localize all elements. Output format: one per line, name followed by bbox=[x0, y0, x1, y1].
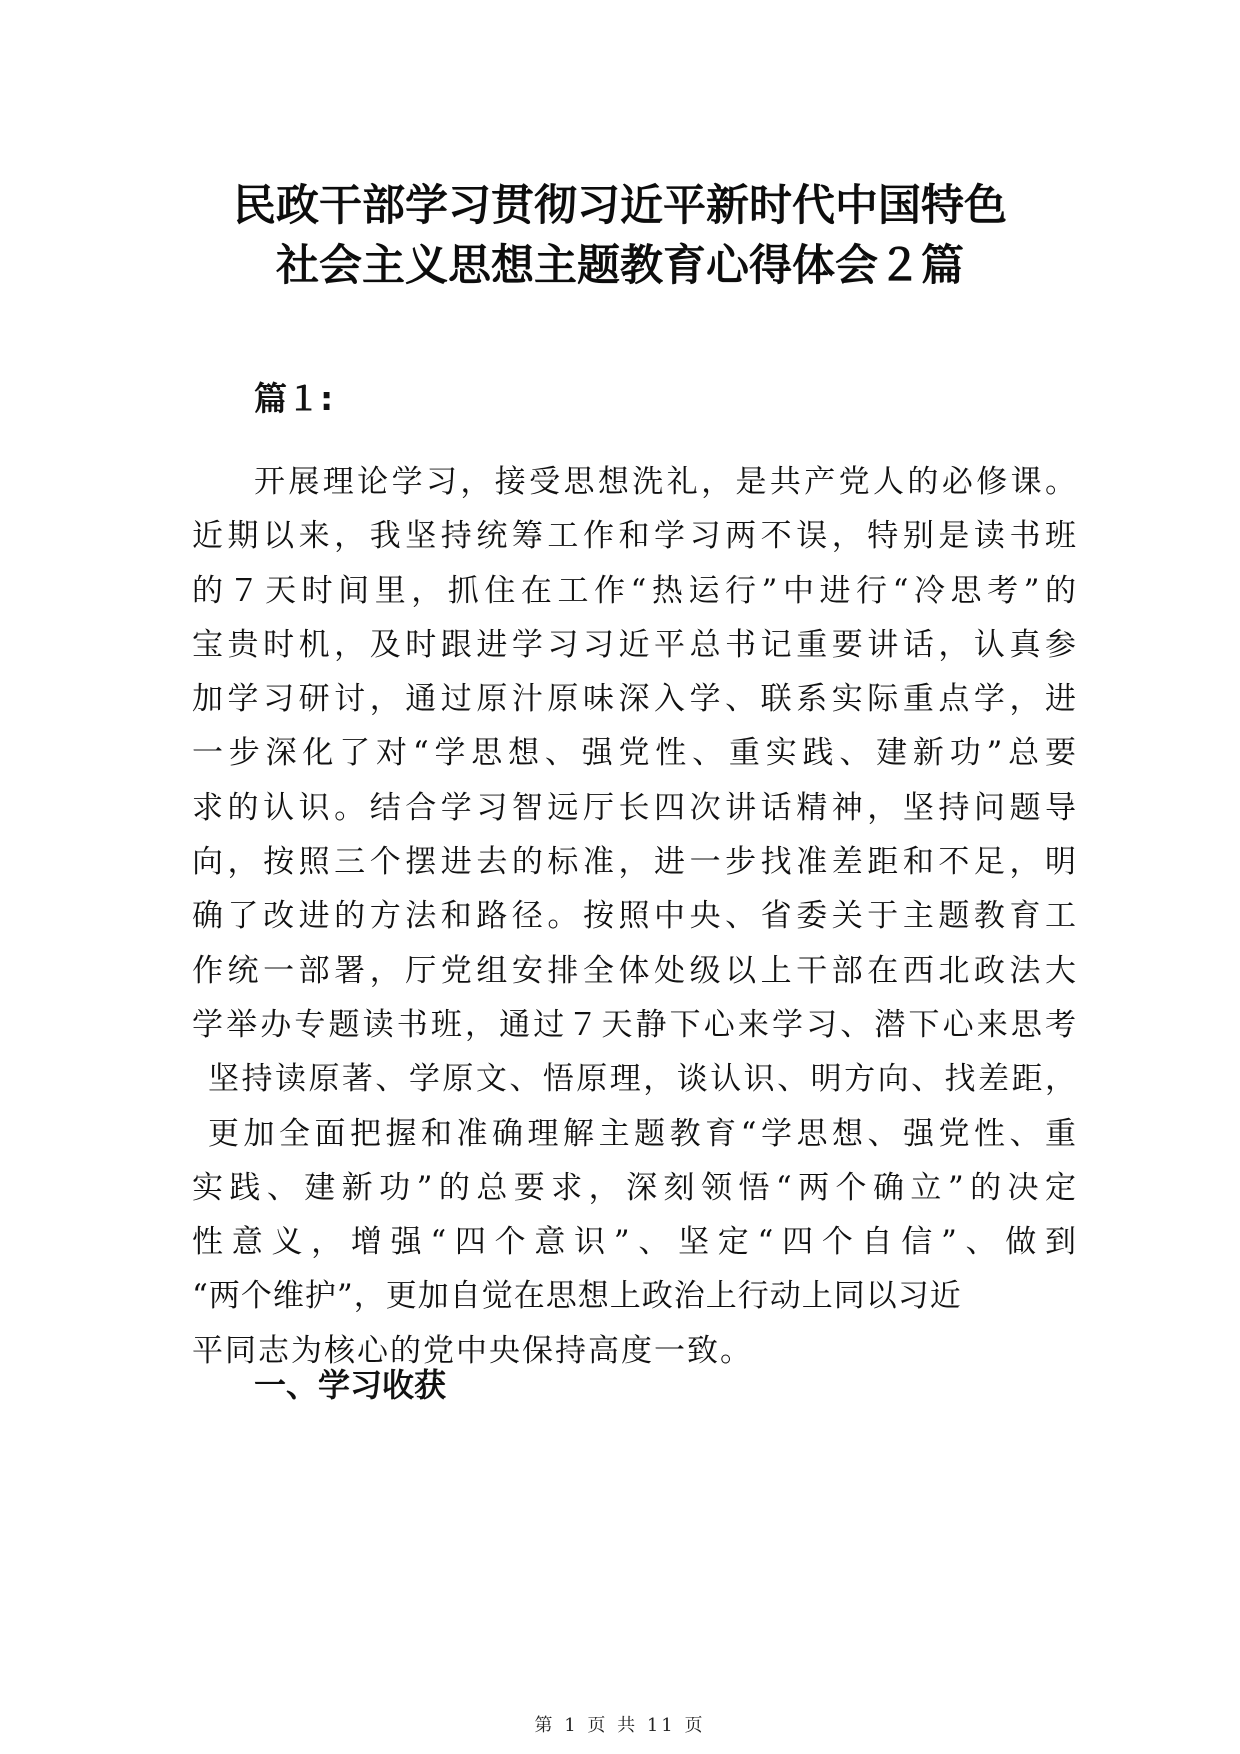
page-footer: 第 1 页 共 11 页 bbox=[534, 1715, 706, 1736]
paragraph-line: 确了改进的方法和路径。按照中央、省委关于主题教育工 bbox=[192, 898, 1076, 935]
paragraph-line: “两个维护”，更加自觉在思想上政治上行动上同以习近 bbox=[192, 1278, 962, 1315]
paragraph-line: 加学习研讨，通过原汁原味深入学、联系实际重点学，进 bbox=[192, 681, 1076, 718]
paragraph-line: 学举办专题读书班，通过７天静下心来学习、潜下心来思考 bbox=[192, 1006, 1076, 1043]
document-title bbox=[120, 176, 1120, 296]
paragraph-line: 实践、建新功”的总要求，深刻领悟“两个确立”的决定 bbox=[192, 1169, 1076, 1206]
paragraph-line: 向，按照三个摆进去的标准，进一步找准差距和不足，明 bbox=[192, 844, 1076, 881]
paragraph-line: 坚持读原著、学原文、悟原理，谈认识、明方向、找差距， bbox=[208, 1061, 1076, 1098]
paragraph-line: 平同志为核心的党中央保持高度一致。 bbox=[192, 1332, 753, 1369]
paragraph-line: 作统一部署，厅党组安排全体处级以上干部在西北政法大 bbox=[192, 952, 1076, 989]
title-line: 社会主义思想主题教育心得体会２篇 bbox=[276, 241, 964, 291]
paragraph-line: 的７天时间里，抓住在工作“热运行”中进行“冷思考”的 bbox=[192, 572, 1076, 609]
paragraph-line: 一步深化了对“学思想、强党性、重实践、建新功”总要 bbox=[192, 735, 1076, 772]
title-line: 民政干部学习贯彻习近平新时代中国特色 bbox=[233, 181, 1007, 231]
paragraph-line: 近期以来，我坚持统筹工作和学习两不误，特别是读书班 bbox=[192, 518, 1076, 555]
paragraph-line: 求的认识。结合学习智远厅长四次讲话精神，坚持问题导 bbox=[192, 789, 1076, 826]
section-heading: 一、学习收获 bbox=[254, 1366, 447, 1404]
paragraph-line: 更加全面把握和准确理解主题教育“学思想、强党性、重 bbox=[208, 1115, 1076, 1152]
body-paragraph bbox=[192, 455, 1076, 1378]
paragraph-line: 性意义，增强“四个意识”、坚定“四个自信”、做到 bbox=[192, 1224, 1076, 1261]
paragraph-line: 宝贵时机，及时跟进学习习近平总书记重要讲话，认真参 bbox=[192, 626, 1076, 663]
part-heading: 篇１: bbox=[254, 379, 334, 418]
paragraph-line: 开展理论学习，接受思想洗礼，是共产党人的必修课。 bbox=[254, 464, 1076, 500]
